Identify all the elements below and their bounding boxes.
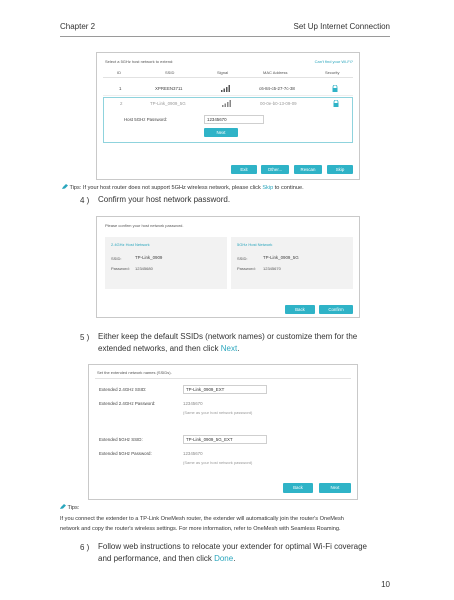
- chapter-label: Chapter 2: [60, 22, 96, 31]
- section-title: Set Up Internet Connection: [293, 22, 390, 31]
- extended-ssid-screenshot: [88, 364, 358, 500]
- ssid-label: SSID:: [237, 256, 248, 261]
- selected-network-panel[interactable]: [103, 97, 353, 143]
- step-number: 4 ): [80, 196, 90, 205]
- row-mac: 00-0e-b0-13-09-09: [260, 101, 297, 106]
- pw24-note: (Same as your host network password): [183, 410, 253, 415]
- punctuation: .: [233, 554, 236, 563]
- ssid-value: TP-Link_0909: [135, 255, 163, 260]
- divider: [95, 378, 351, 379]
- lock-icon: [333, 100, 339, 107]
- pencil-icon: [62, 184, 68, 189]
- exit-button[interactable]: Exit: [231, 165, 257, 174]
- step-text: Confirm your host network password.: [98, 195, 231, 204]
- punctuation: .: [237, 344, 240, 353]
- signal-icon: [221, 85, 231, 92]
- row-ssid: TP-Link_0909_5G: [150, 101, 186, 106]
- ssid24-input[interactable]: TP-Link_0909_EXT: [183, 385, 267, 394]
- step-text-line: extended networks, and then click: [98, 344, 221, 353]
- page-number: 10: [381, 580, 390, 589]
- pencil-icon: [60, 504, 66, 509]
- other-button[interactable]: Other...: [261, 165, 289, 174]
- confirm-password-screenshot: [96, 216, 360, 318]
- skip-link[interactable]: Skip: [262, 185, 274, 191]
- skip-button[interactable]: Skip: [327, 165, 353, 174]
- panel-title: 2.4GHz Host Network: [111, 242, 150, 247]
- col-mac: MAC Address: [263, 70, 288, 75]
- extended-prompt: Set the extended network names (SSIDs).: [97, 370, 172, 375]
- pw24-label: Extended 2.4GHz Password:: [99, 401, 156, 406]
- pw5-value: 12345670: [183, 451, 203, 456]
- signal-icon: [222, 100, 232, 107]
- host-5ghz-panel: [231, 237, 353, 289]
- row-id: 2: [120, 101, 123, 106]
- tip-host-router: [62, 184, 304, 191]
- tip-text: Tips: If your host router does not support 5GHz wireless network, please click: [69, 185, 263, 191]
- host-password-input[interactable]: 12345670: [204, 115, 264, 124]
- host-network-screenshot: [96, 52, 360, 180]
- next-button[interactable]: Next: [319, 483, 351, 493]
- step-text-line: Follow web instructions to relocate your extender for optimal Wi-Fi coverage: [98, 542, 367, 551]
- pw5-note: (Same as your host network password): [183, 460, 253, 465]
- next-button[interactable]: Next: [204, 128, 238, 137]
- confirm-prompt: Please confirm your host network password.: [105, 223, 184, 228]
- lock-icon: [332, 85, 338, 92]
- host-24ghz-panel: [105, 237, 227, 289]
- host-password-label: Host 5GHz Password:: [124, 117, 168, 122]
- row-mac: c6-84-c5-27-7c-38: [259, 86, 295, 91]
- pw5-label: Extended 5GHz Password:: [99, 451, 152, 456]
- next-link[interactable]: Next: [220, 344, 238, 353]
- ssid5-input[interactable]: TP-Link_0909_5G_EXT: [183, 435, 267, 444]
- ssid-label: SSID:: [111, 256, 122, 261]
- back-button[interactable]: Back: [285, 305, 315, 314]
- row-ssid: XPREEN3711: [155, 86, 183, 91]
- table-row[interactable]: [103, 83, 353, 96]
- col-id: ID: [117, 70, 121, 75]
- step-text: [98, 331, 390, 355]
- password-value: 12345680: [135, 266, 153, 271]
- password-value: 12345670: [263, 266, 281, 271]
- col-security: Security: [325, 70, 340, 75]
- row-id: 1: [119, 86, 122, 91]
- tip-label: Tips:: [67, 505, 80, 511]
- ssid24-label: Extended 2.4GHz SSID:: [99, 387, 147, 392]
- tip-onemesh-text: [60, 514, 394, 534]
- cant-find-link[interactable]: Can't find your Wi-Fi?: [314, 59, 353, 64]
- col-ssid: SSID: [165, 70, 175, 75]
- step-text-line: Either keep the default SSIDs (network names) or customize them for the: [98, 332, 358, 341]
- tip-onemesh: [60, 504, 79, 511]
- step-text-line: and performance, and then click: [98, 554, 215, 563]
- tip-text-end: to continue.: [273, 185, 304, 191]
- ssid-value: TP-Link_0909_5G: [263, 255, 299, 260]
- pw24-value: 12345670: [183, 401, 203, 406]
- tip-line: If you connect the extender to a TP-Link OneMesh router, the extender will automatically join the router's OneMesh: [60, 516, 344, 522]
- confirm-button[interactable]: Confirm: [319, 305, 353, 314]
- step-number: 5 ): [80, 333, 90, 342]
- done-link[interactable]: Done: [214, 554, 234, 563]
- step-number: 6 ): [80, 543, 90, 552]
- col-signal: Signal: [217, 70, 229, 75]
- rescan-button[interactable]: Rescan: [294, 165, 322, 174]
- step-text: [98, 541, 392, 565]
- back-button[interactable]: Back: [283, 483, 313, 493]
- ssid5-label: Extended 5GHz SSID:: [99, 437, 143, 442]
- header-divider: [60, 36, 390, 37]
- panel-title: 5GHz Host Network: [237, 242, 273, 247]
- tip-line: network and copy the router's wireless settings. For more information, refer to OneMesh with Seamless Roaming.: [60, 526, 341, 532]
- password-label: Password:: [111, 266, 130, 271]
- host-network-prompt: Select a 5GHz host network to extend:: [105, 59, 174, 64]
- password-label: Password:: [237, 266, 256, 271]
